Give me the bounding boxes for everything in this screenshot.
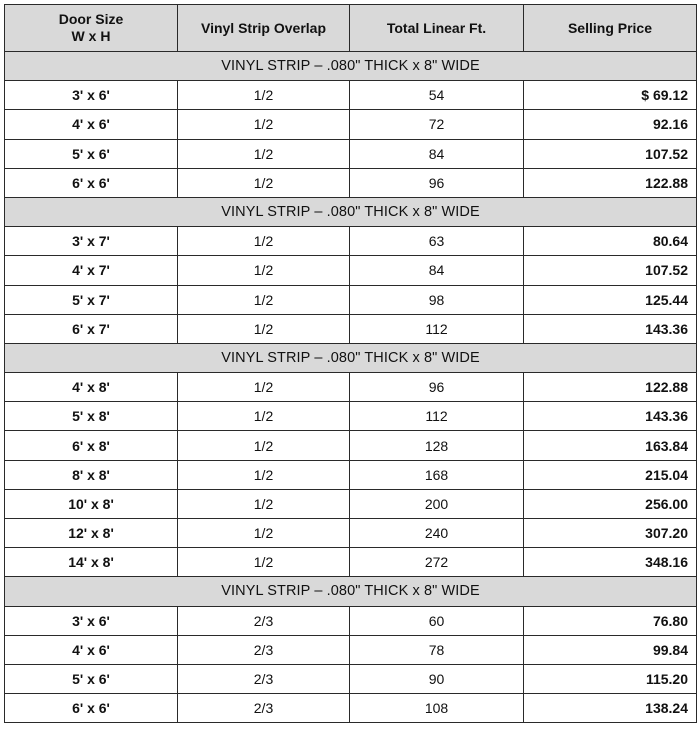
overlap-cell: 1/2 xyxy=(178,314,350,343)
price-cell: 122.88 xyxy=(524,373,697,402)
overlap-cell: 1/2 xyxy=(178,489,350,518)
table-row xyxy=(5,460,697,489)
header-overlap: Vinyl Strip Overlap xyxy=(178,5,350,52)
table-body xyxy=(5,52,697,723)
overlap-cell: 2/3 xyxy=(178,606,350,635)
overlap-cell: 1/2 xyxy=(178,548,350,577)
section-header-row xyxy=(5,343,697,372)
overlap-cell: 1/2 xyxy=(178,431,350,460)
section-header-row xyxy=(5,577,697,606)
price-cell: 125.44 xyxy=(524,285,697,314)
door-size-cell: 5' x 7' xyxy=(5,285,178,314)
header-linear-ft: Total Linear Ft. xyxy=(350,5,524,52)
table-row xyxy=(5,168,697,197)
door-size-cell: 6' x 8' xyxy=(5,431,178,460)
linear-ft-cell: 112 xyxy=(350,314,524,343)
door-size-cell: 5' x 6' xyxy=(5,139,178,168)
door-size-cell: 4' x 8' xyxy=(5,373,178,402)
header-price: Selling Price xyxy=(524,5,697,52)
section-title: VINYL STRIP – .080" THICK x 8" WIDE xyxy=(5,52,697,81)
door-size-cell: 6' x 6' xyxy=(5,168,178,197)
linear-ft-cell: 60 xyxy=(350,606,524,635)
overlap-cell: 2/3 xyxy=(178,635,350,664)
table-row xyxy=(5,285,697,314)
table-row xyxy=(5,694,697,723)
linear-ft-cell: 96 xyxy=(350,373,524,402)
door-size-cell: 3' x 7' xyxy=(5,227,178,256)
linear-ft-cell: 63 xyxy=(350,227,524,256)
door-size-cell: 4' x 6' xyxy=(5,110,178,139)
door-size-cell: 3' x 6' xyxy=(5,606,178,635)
section-header-row xyxy=(5,197,697,226)
overlap-cell: 1/2 xyxy=(178,285,350,314)
price-cell: 107.52 xyxy=(524,139,697,168)
table-row xyxy=(5,431,697,460)
table-row xyxy=(5,606,697,635)
door-size-cell: 4' x 7' xyxy=(5,256,178,285)
table-row xyxy=(5,548,697,577)
overlap-cell: 1/2 xyxy=(178,110,350,139)
price-cell: 143.36 xyxy=(524,402,697,431)
table-row xyxy=(5,402,697,431)
overlap-cell: 2/3 xyxy=(178,664,350,693)
price-cell: 107.52 xyxy=(524,256,697,285)
overlap-cell: 2/3 xyxy=(178,694,350,723)
door-size-cell: 5' x 6' xyxy=(5,664,178,693)
overlap-cell: 1/2 xyxy=(178,519,350,548)
table-row xyxy=(5,664,697,693)
price-cell: 163.84 xyxy=(524,431,697,460)
price-cell: 92.16 xyxy=(524,110,697,139)
door-size-cell: 6' x 6' xyxy=(5,694,178,723)
door-size-cell: 10' x 8' xyxy=(5,489,178,518)
table-row xyxy=(5,373,697,402)
section-header-row xyxy=(5,52,697,81)
price-cell: 307.20 xyxy=(524,519,697,548)
table-row xyxy=(5,110,697,139)
linear-ft-cell: 90 xyxy=(350,664,524,693)
overlap-cell: 1/2 xyxy=(178,460,350,489)
table-row xyxy=(5,139,697,168)
linear-ft-cell: 84 xyxy=(350,139,524,168)
linear-ft-cell: 240 xyxy=(350,519,524,548)
price-cell: 256.00 xyxy=(524,489,697,518)
overlap-cell: 1/2 xyxy=(178,256,350,285)
price-cell: 122.88 xyxy=(524,168,697,197)
overlap-cell: 1/2 xyxy=(178,227,350,256)
price-cell: 215.04 xyxy=(524,460,697,489)
overlap-cell: 1/2 xyxy=(178,402,350,431)
overlap-cell: 1/2 xyxy=(178,373,350,402)
price-cell: 76.80 xyxy=(524,606,697,635)
door-size-cell: 3' x 6' xyxy=(5,81,178,110)
door-size-cell: 14' x 8' xyxy=(5,548,178,577)
linear-ft-cell: 84 xyxy=(350,256,524,285)
door-size-cell: 5' x 8' xyxy=(5,402,178,431)
table-row xyxy=(5,489,697,518)
price-cell: 99.84 xyxy=(524,635,697,664)
section-title: VINYL STRIP – .080" THICK x 8" WIDE xyxy=(5,197,697,226)
price-cell: 143.36 xyxy=(524,314,697,343)
price-cell: 138.24 xyxy=(524,694,697,723)
overlap-cell: 1/2 xyxy=(178,168,350,197)
linear-ft-cell: 128 xyxy=(350,431,524,460)
linear-ft-cell: 168 xyxy=(350,460,524,489)
price-table xyxy=(4,4,697,723)
table-row xyxy=(5,314,697,343)
section-title: VINYL STRIP – .080" THICK x 8" WIDE xyxy=(5,577,697,606)
door-size-cell: 4' x 6' xyxy=(5,635,178,664)
linear-ft-cell: 98 xyxy=(350,285,524,314)
linear-ft-cell: 54 xyxy=(350,81,524,110)
linear-ft-cell: 108 xyxy=(350,694,524,723)
section-title: VINYL STRIP – .080" THICK x 8" WIDE xyxy=(5,343,697,372)
price-cell: 80.64 xyxy=(524,227,697,256)
door-size-cell: 12' x 8' xyxy=(5,519,178,548)
header-row xyxy=(5,5,697,52)
linear-ft-cell: 96 xyxy=(350,168,524,197)
table-row xyxy=(5,519,697,548)
price-cell: 115.20 xyxy=(524,664,697,693)
linear-ft-cell: 272 xyxy=(350,548,524,577)
table-header xyxy=(5,5,697,52)
price-cell: 348.16 xyxy=(524,548,697,577)
door-size-cell: 6' x 7' xyxy=(5,314,178,343)
door-size-cell: 8' x 8' xyxy=(5,460,178,489)
table-row xyxy=(5,227,697,256)
linear-ft-cell: 78 xyxy=(350,635,524,664)
linear-ft-cell: 200 xyxy=(350,489,524,518)
linear-ft-cell: 72 xyxy=(350,110,524,139)
overlap-cell: 1/2 xyxy=(178,81,350,110)
table-row xyxy=(5,256,697,285)
header-door-size: Door Size W x H xyxy=(5,5,178,52)
price-cell: $ 69.12 xyxy=(524,81,697,110)
table-row xyxy=(5,81,697,110)
overlap-cell: 1/2 xyxy=(178,139,350,168)
table-row xyxy=(5,635,697,664)
linear-ft-cell: 112 xyxy=(350,402,524,431)
